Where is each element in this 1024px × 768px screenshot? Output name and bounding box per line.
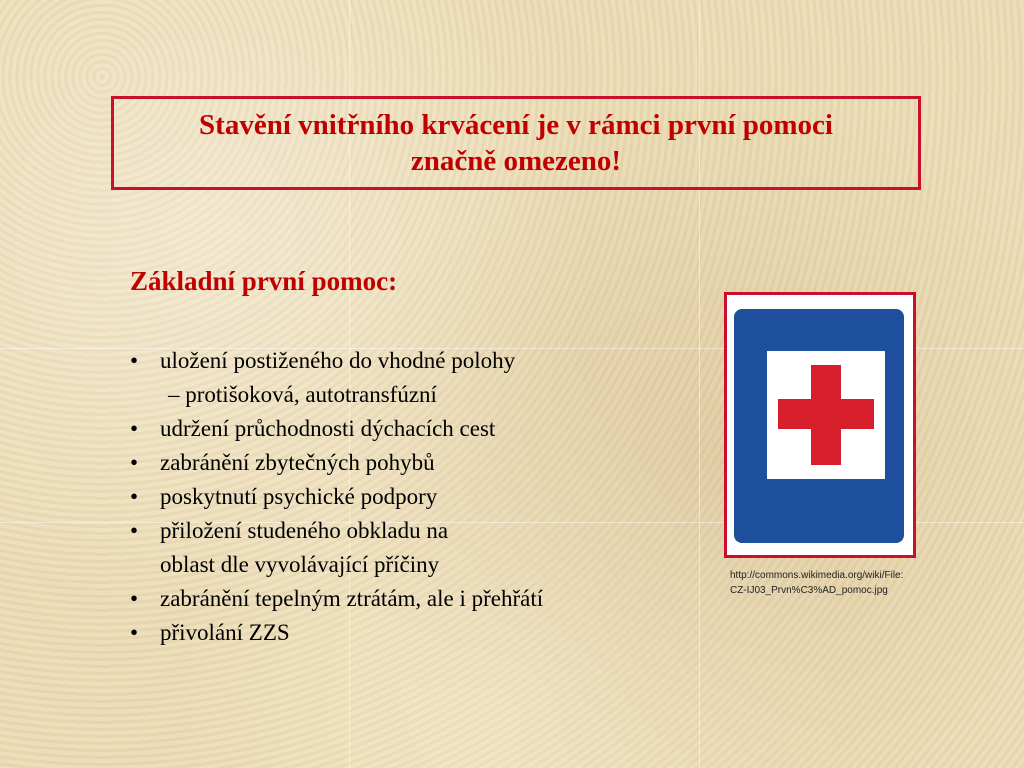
list-item-text: uložení postiženého do vhodné polohy: [160, 348, 516, 373]
bullet-icon: •: [130, 348, 139, 373]
list-item: [130, 480, 543, 514]
list-item-text: udržení průchodnosti dýchacích cest: [160, 416, 496, 441]
list-item-text: přivolání ZZS: [160, 620, 290, 645]
bullet-icon: •: [130, 416, 139, 441]
bullet-icon: •: [130, 450, 139, 475]
list-item: [130, 616, 543, 650]
image-source-caption: [730, 568, 950, 598]
source-line-1: http://commons.wikimedia.org/wiki/File:: [730, 570, 904, 581]
bullet-list: [130, 344, 543, 650]
bullet-icon: •: [130, 518, 139, 543]
red-cross-icon: [778, 399, 874, 429]
list-item-text: přiložení studeného obkladu na: [160, 518, 449, 543]
first-aid-sign-icon: [734, 309, 904, 543]
list-item-continuation: – protišoková, autotransfúzní: [168, 382, 437, 407]
list-item: [130, 344, 543, 412]
list-item: [130, 412, 543, 446]
source-line-2: CZ-IJ03_Prvn%C3%AD_pomoc.jpg: [730, 585, 888, 596]
bullet-icon: •: [130, 586, 139, 611]
list-item: [130, 446, 543, 480]
bullet-icon: •: [130, 484, 139, 509]
list-item: [130, 582, 543, 616]
title-line-2: značně omezeno!: [410, 145, 622, 177]
title-line-1: Stavění vnitřního krvácení je v rámci první pomoci: [199, 109, 833, 141]
list-item-text: zabránění tepelným ztrátám, ale i přehřátí: [160, 586, 544, 611]
slide-title: [136, 107, 896, 179]
list-item: [130, 514, 543, 582]
list-item-text: poskytnutí psychické podpory: [160, 484, 438, 509]
white-panel: [767, 351, 885, 479]
list-item-continuation: oblast dle vyvolávající příčiny: [160, 552, 440, 577]
bullet-icon: •: [130, 620, 139, 645]
list-item-text: zabránění zbytečných pohybů: [160, 450, 435, 475]
section-heading: Základní první pomoc:: [130, 266, 398, 296]
first-aid-sign-image: [724, 292, 916, 558]
title-box: [111, 96, 921, 190]
